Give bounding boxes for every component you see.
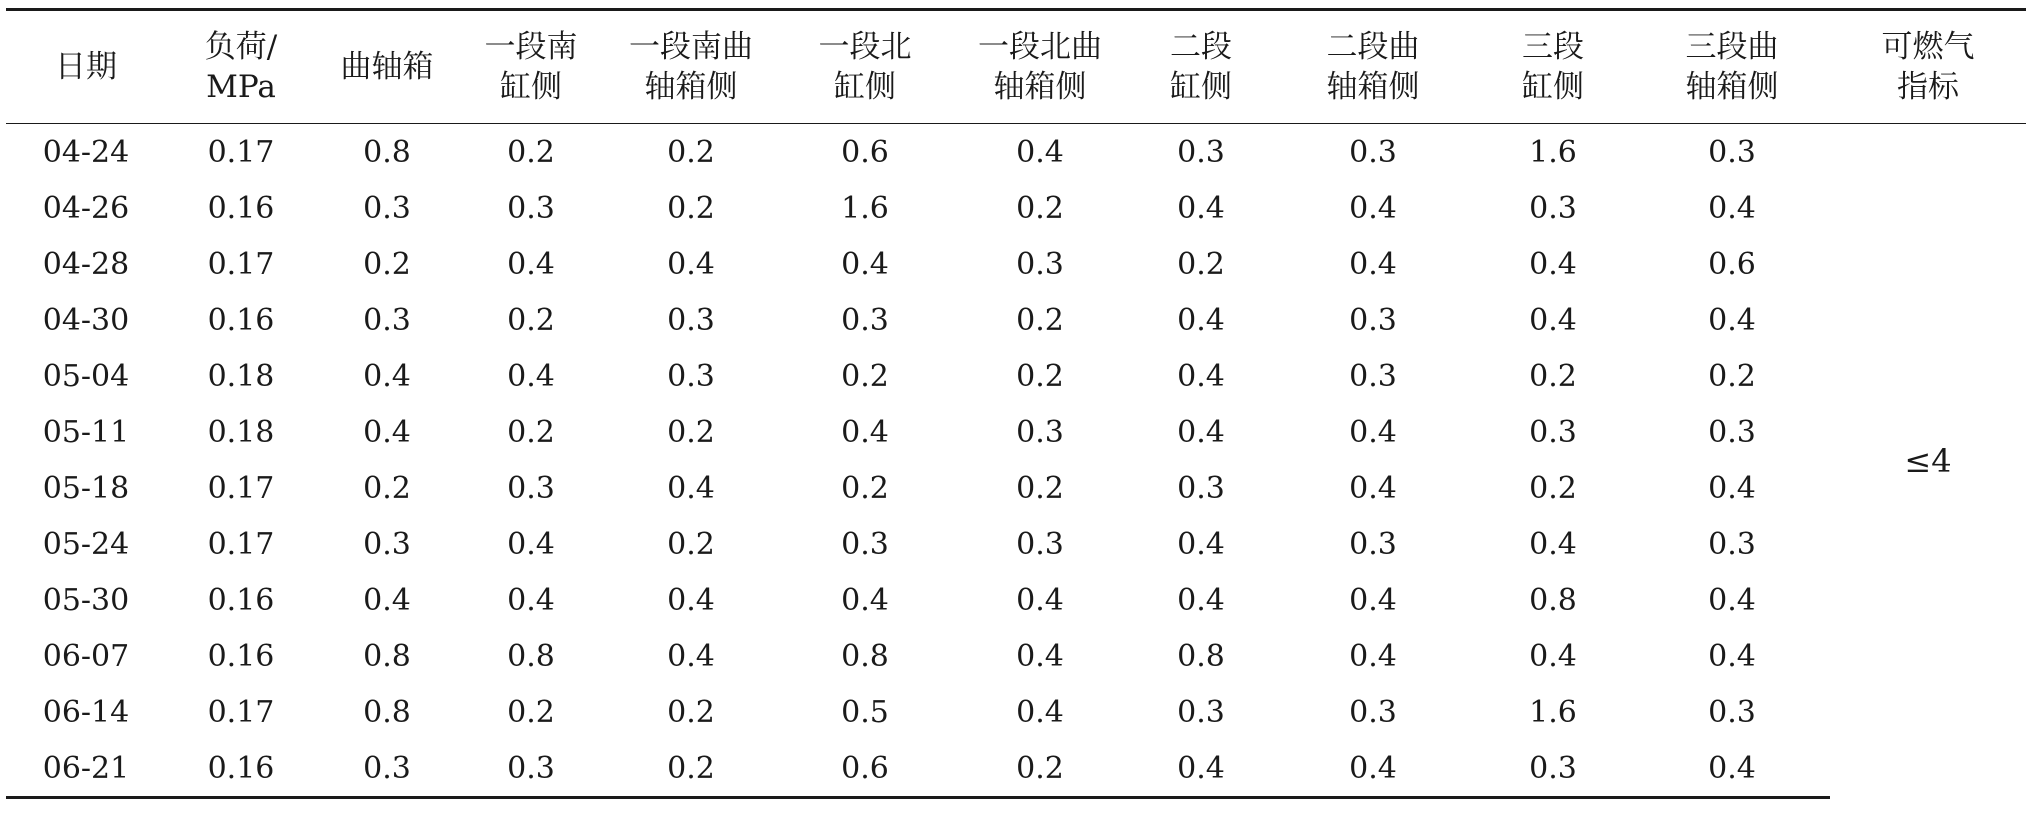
table-cell: 0.4: [1177, 190, 1225, 226]
column-header-line: 一段南: [484, 29, 578, 65]
column-header-line: 轴箱侧: [1326, 69, 1420, 105]
table-cell: 0.4: [1177, 358, 1225, 394]
table-cell: 1.6: [841, 190, 889, 226]
table-cell: 0.4: [1016, 694, 1064, 730]
column-header-line: 指标: [1897, 69, 1959, 105]
table-cell: 0.2: [667, 526, 715, 562]
table-cell: 0.2: [1016, 190, 1064, 226]
column-header: [6, 10, 166, 124]
table-cell: 06-14: [42, 694, 130, 730]
table-cell: 0.4: [667, 246, 715, 282]
column-header: [1128, 10, 1274, 124]
table-cell: 0.2: [841, 470, 889, 506]
table-cell: 0.3: [458, 740, 604, 798]
table-cell: 0.18: [207, 414, 275, 450]
table-cell: 0.3: [1708, 134, 1756, 170]
table-row: [6, 460, 2026, 516]
table-cell: 0.3: [1529, 190, 1577, 226]
table-cell: 0.17: [207, 134, 275, 170]
table-cell: 04-26: [42, 190, 130, 226]
column-header-line: 轴箱侧: [644, 69, 738, 105]
table-cell: 0.2: [363, 470, 411, 506]
table-cell: 04-24: [42, 134, 130, 170]
table-cell: 0.4: [507, 582, 555, 618]
table-cell: 06-07: [42, 638, 130, 674]
table-cell: 0.8: [363, 134, 411, 170]
table-cell: 0.4: [1634, 740, 1830, 798]
table-cell: 0.17: [207, 246, 275, 282]
column-header: [1830, 10, 2026, 124]
column-header-line: 曲轴箱: [340, 49, 434, 85]
table-cell: 0.3: [1349, 694, 1397, 730]
column-header-line: 轴箱侧: [993, 69, 1087, 105]
table-cell: 0.2: [363, 246, 411, 282]
table-cell: 0.2: [507, 302, 555, 338]
table-cell: 0.4: [363, 358, 411, 394]
table-cell: 0.2: [507, 414, 555, 450]
column-header-line: 缸侧: [500, 69, 562, 105]
column-header-line: 缸侧: [1522, 69, 1584, 105]
table-cell: 0.3: [1016, 526, 1064, 562]
table-cell: 0.18: [207, 358, 275, 394]
table-cell: 0.2: [667, 134, 715, 170]
table-cell: 0.4: [1708, 190, 1756, 226]
table-cell: 0.4: [667, 582, 715, 618]
table-cell: 0.3: [363, 190, 411, 226]
column-header-line: 可燃气: [1881, 29, 1975, 65]
table-cell: 0.16: [207, 302, 275, 338]
column-header: [458, 10, 604, 124]
table-cell: 0.4: [1274, 740, 1472, 798]
table-cell: 05-11: [42, 414, 130, 450]
table-cell: 0.8: [363, 694, 411, 730]
table-row: [6, 404, 2026, 460]
table-cell: 0.3: [1708, 694, 1756, 730]
column-header-line: 一段北曲: [978, 29, 1102, 65]
column-header-line: 二段: [1170, 29, 1232, 65]
column-header: [952, 10, 1128, 124]
table-cell: 0.4: [1349, 638, 1397, 674]
table-cell: 0.4: [1529, 638, 1577, 674]
column-header-line: MPa: [206, 69, 276, 105]
table-cell: 0.4: [1349, 582, 1397, 618]
column-header-line: 缸侧: [834, 69, 896, 105]
table-cell: 0.4: [1349, 246, 1397, 282]
table-row: [6, 684, 2026, 740]
table-cell: 0.6: [778, 740, 952, 798]
table-cell: 0.17: [207, 694, 275, 730]
table-cell: 0.3: [507, 470, 555, 506]
table-cell: 0.2: [1708, 358, 1756, 394]
table-cell: 0.3: [1349, 358, 1397, 394]
table-row: [6, 348, 2026, 404]
table-cell: 0.2: [667, 414, 715, 450]
table-cell: 0.3: [1708, 526, 1756, 562]
table-cell: 0.4: [1708, 470, 1756, 506]
table-cell: 0.17: [207, 470, 275, 506]
column-header-line: 缸侧: [1170, 69, 1232, 105]
table-cell: 0.4: [1016, 638, 1064, 674]
column-header-line: 负荷/: [204, 29, 278, 65]
table-cell: 0.16: [166, 740, 316, 798]
column-header-line: 三段: [1522, 29, 1584, 65]
column-header: [778, 10, 952, 124]
table-cell: 0.4: [1016, 134, 1064, 170]
table-row: [6, 516, 2026, 572]
column-header-line: 三段曲: [1685, 29, 1779, 65]
table-cell: 05-18: [42, 470, 130, 506]
table-cell: 0.2: [1529, 358, 1577, 394]
table-cell: 0.4: [667, 470, 715, 506]
table-cell: 0.8: [1177, 638, 1225, 674]
table-body: [6, 124, 2026, 798]
table-cell: 0.2: [667, 190, 715, 226]
table-cell: 0.4: [507, 526, 555, 562]
table-cell: 0.4: [1708, 638, 1756, 674]
table-cell: 0.16: [207, 582, 275, 618]
table-cell: 0.3: [363, 526, 411, 562]
table-cell: 0.2: [841, 358, 889, 394]
table-cell: 05-30: [42, 582, 130, 618]
table-cell: 0.4: [1708, 302, 1756, 338]
table-cell: 0.3: [1177, 134, 1225, 170]
table-cell: 0.4: [1349, 190, 1397, 226]
table-cell: 0.3: [1472, 740, 1634, 798]
table-cell: 0.5: [841, 694, 889, 730]
table-cell: 0.16: [207, 190, 275, 226]
table-cell: 05-04: [42, 358, 130, 394]
column-header: [1472, 10, 1634, 124]
table-row: [6, 236, 2026, 292]
table-cell: 06-21: [6, 740, 166, 798]
table-cell: 0.3: [841, 302, 889, 338]
table-cell: 1.6: [1529, 134, 1577, 170]
table-cell: 0.4: [1177, 302, 1225, 338]
column-header-line: 一段北: [818, 29, 912, 65]
column-header: [1634, 10, 1830, 124]
table-row: [6, 180, 2026, 236]
column-header-line: 一段南曲: [629, 29, 753, 65]
table-cell: 0.3: [667, 358, 715, 394]
table-cell: 0.2: [1529, 470, 1577, 506]
table-cell: 0.4: [1177, 526, 1225, 562]
table-cell: 0.8: [363, 638, 411, 674]
indicator-cell: ≤4: [1904, 441, 1952, 480]
table-cell: 0.4: [1128, 740, 1274, 798]
column-header: [316, 10, 458, 124]
table-cell: 0.3: [1016, 246, 1064, 282]
table-cell: 0.2: [1177, 246, 1225, 282]
table-cell: 0.4: [1708, 582, 1756, 618]
table-cell: 0.3: [1349, 302, 1397, 338]
table-cell: 0.4: [1529, 302, 1577, 338]
table-cell: 05-24: [42, 526, 130, 562]
table-cell: 0.2: [604, 740, 778, 798]
table-cell: 0.6: [1708, 246, 1756, 282]
table-cell: 0.4: [1529, 246, 1577, 282]
table-cell: 0.3: [1016, 414, 1064, 450]
table-cell: 0.17: [207, 526, 275, 562]
table-cell: 0.4: [841, 414, 889, 450]
table-cell: 0.2: [1016, 358, 1064, 394]
table-cell: 0.4: [363, 582, 411, 618]
table-cell: 0.4: [507, 358, 555, 394]
column-header-line: 轴箱侧: [1685, 69, 1779, 105]
table-cell: 0.4: [1349, 414, 1397, 450]
table-cell: 0.8: [507, 638, 555, 674]
table-cell: 0.2: [1016, 302, 1064, 338]
table-cell: 0.8: [841, 638, 889, 674]
table-cell: 0.2: [507, 694, 555, 730]
table-cell: 0.4: [1349, 470, 1397, 506]
column-header: [166, 10, 316, 124]
table-header: [6, 10, 2026, 124]
table-cell: 0.4: [1016, 582, 1064, 618]
table-cell: 0.2: [1016, 470, 1064, 506]
table-cell: 0.2: [952, 740, 1128, 798]
combustible-gas-table: [6, 8, 2026, 799]
table-row: [6, 292, 2026, 348]
table-cell: 0.16: [207, 638, 275, 674]
table-cell: 0.8: [1529, 582, 1577, 618]
table-cell: 0.3: [1529, 414, 1577, 450]
header-row: [6, 10, 2026, 124]
table-cell: 0.4: [363, 414, 411, 450]
table-cell: 0.2: [667, 694, 715, 730]
table-cell: 0.3: [1349, 526, 1397, 562]
table-cell: 0.4: [1529, 526, 1577, 562]
table-cell: 0.4: [1177, 582, 1225, 618]
table-cell: 0.6: [841, 134, 889, 170]
table-cell: 0.3: [1349, 134, 1397, 170]
table-row: [6, 740, 2026, 798]
column-header: [604, 10, 778, 124]
table-cell: 0.4: [507, 246, 555, 282]
table-cell: 04-30: [42, 302, 130, 338]
table-cell: 0.4: [841, 246, 889, 282]
table-cell: 1.6: [1529, 694, 1577, 730]
table-cell: 0.3: [841, 526, 889, 562]
table-cell: 0.2: [507, 134, 555, 170]
table-row: [6, 572, 2026, 628]
table-cell: 04-28: [42, 246, 130, 282]
column-header-line: 二段曲: [1326, 29, 1420, 65]
table-cell: 0.3: [363, 302, 411, 338]
table-cell: 0.3: [316, 740, 458, 798]
table-cell: 0.4: [667, 638, 715, 674]
column-header: [1274, 10, 1472, 124]
table-cell: 0.3: [1708, 414, 1756, 450]
table-row: [6, 628, 2026, 684]
table-cell: 0.4: [841, 582, 889, 618]
table-cell: 0.3: [667, 302, 715, 338]
column-header-line: 日期: [55, 49, 117, 85]
table-cell: 0.3: [1177, 694, 1225, 730]
table-row: [6, 124, 2026, 181]
table-cell: 0.3: [507, 190, 555, 226]
table-cell: 0.4: [1177, 414, 1225, 450]
table-cell: 0.3: [1177, 470, 1225, 506]
